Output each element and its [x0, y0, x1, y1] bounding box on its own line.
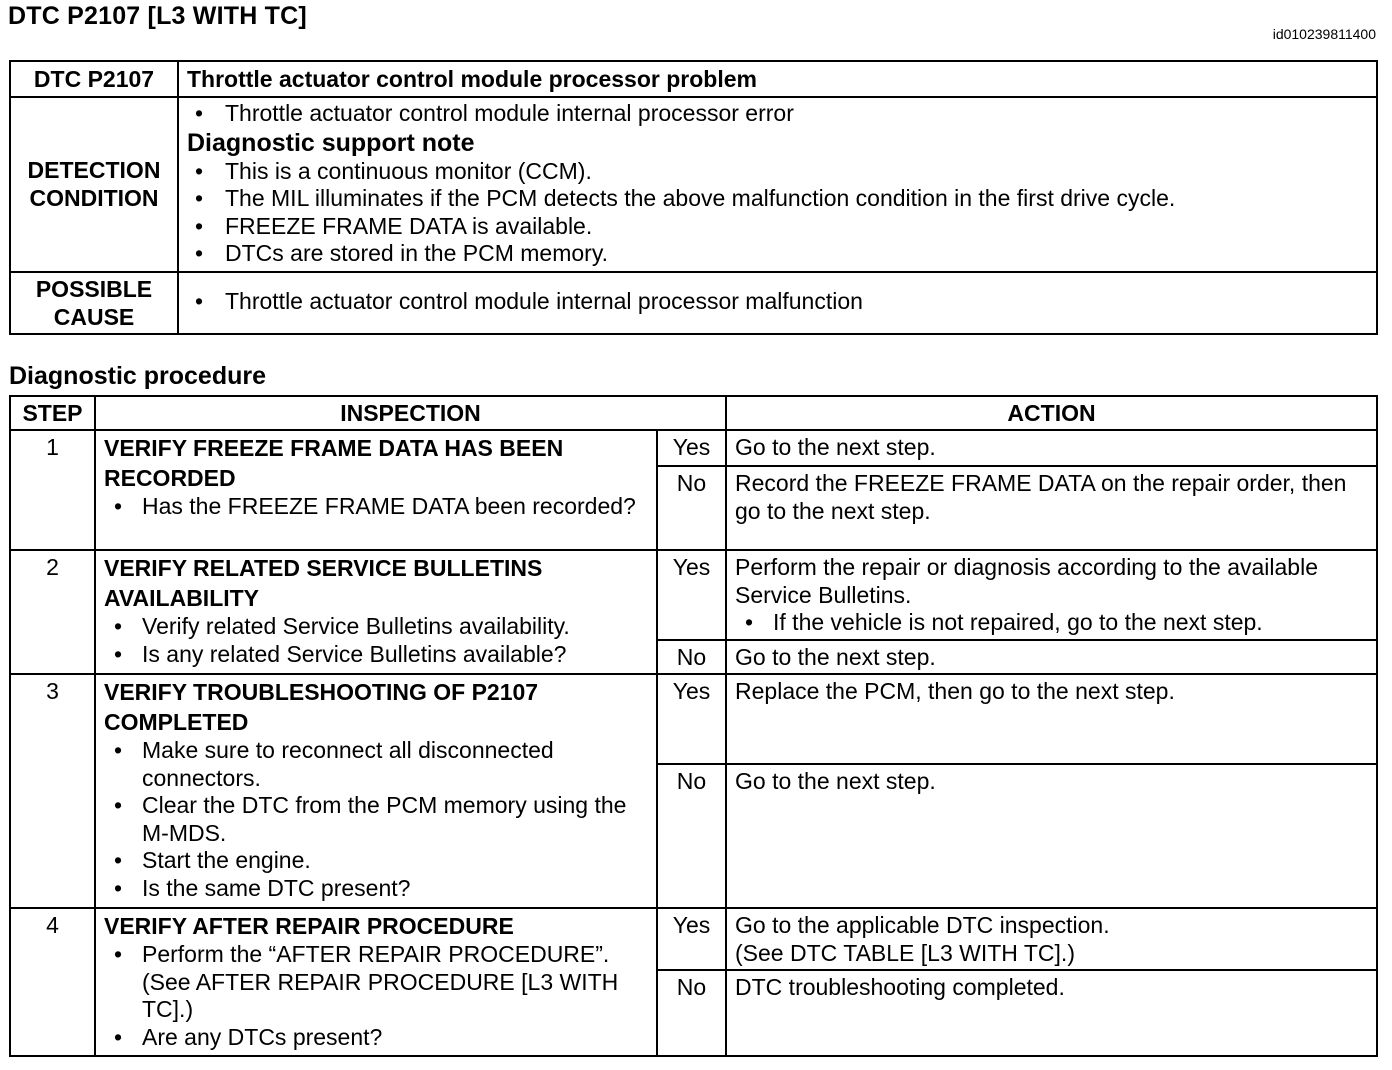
- yes-action: Replace the PCM, then go to the next step.: [726, 674, 1377, 764]
- list-item: • Verify related Service Bulletins availability.: [104, 613, 648, 641]
- yes-action: Perform the repair or diagnosis according to the available Service Bulletins. • If the vehicle is not repaired, go to the next step.: [726, 550, 1377, 640]
- yes-action: Go to the next step.: [726, 430, 1377, 466]
- cause-list: [187, 288, 1368, 316]
- support-note-list: [187, 158, 1368, 268]
- list-item: • This is a continuous monitor (CCM).: [187, 158, 1368, 186]
- page-title: DTC P2107 [L3 WITH TC]: [8, 2, 307, 30]
- inspection-list: [104, 493, 648, 521]
- table-row: [10, 430, 1377, 466]
- list-item: • Is any related Service Bulletins available?: [104, 641, 648, 669]
- no-action: Record the FREEZE FRAME DATA on the repair order, then go to the next step.: [726, 466, 1377, 550]
- list-item: • Clear the DTC from the PCM memory using the M-MDS.: [104, 792, 648, 847]
- yes-label: Yes: [657, 550, 726, 640]
- no-label: No: [657, 640, 726, 674]
- dtc-code-row: [10, 61, 1377, 97]
- list-item: • If the vehicle is not repaired, go to the next step.: [735, 609, 1368, 637]
- step-number: 1: [10, 430, 95, 550]
- inspection-list: [104, 941, 648, 1051]
- inspection-title: VERIFY AFTER REPAIR PROCEDURE: [104, 913, 514, 939]
- inspection-list: [104, 613, 648, 668]
- yes-label: Yes: [657, 908, 726, 970]
- step-inspection: [95, 908, 657, 1056]
- possible-cause-row: [10, 272, 1377, 334]
- list-item: • Start the engine.: [104, 847, 648, 875]
- detection-condition-label: DETECTION CONDITION: [10, 97, 178, 272]
- list-item: • Throttle actuator control module internal processor error: [187, 100, 1368, 128]
- list-item: • Has the FREEZE FRAME DATA been recorded?: [104, 493, 648, 521]
- table-row: [10, 908, 1377, 970]
- list-item: • Perform the “AFTER REPAIR PROCEDURE”. (See AFTER REPAIR PROCEDURE [L3 WITH TC].): [104, 941, 648, 1024]
- dtc-code-label: DTC P2107: [10, 61, 178, 97]
- dtc-code-description: Throttle actuator control module processor problem: [178, 61, 1377, 97]
- no-action: Go to the next step.: [726, 640, 1377, 674]
- header-action: ACTION: [726, 396, 1377, 430]
- table-row: [10, 550, 1377, 640]
- list-item: • DTCs are stored in the PCM memory.: [187, 240, 1368, 268]
- step-inspection: [95, 674, 657, 908]
- detection-condition-row: [10, 97, 1377, 272]
- step-inspection: [95, 430, 657, 550]
- no-label: No: [657, 466, 726, 550]
- document-id: id010239811400: [1272, 26, 1376, 42]
- dtc-summary-table: [9, 60, 1378, 335]
- yes-label: Yes: [657, 430, 726, 466]
- list-item: • Make sure to reconnect all disconnected connectors.: [104, 737, 648, 792]
- yes-action: Go to the applicable DTC inspection. (See DTC TABLE [L3 WITH TC].): [726, 908, 1377, 970]
- diagnostic-procedure-table: [9, 395, 1378, 1057]
- no-action: Go to the next step.: [726, 764, 1377, 908]
- list-item: • Throttle actuator control module internal processor malfunction: [187, 288, 1368, 316]
- step-number: 4: [10, 908, 95, 1056]
- support-note-title: Diagnostic support note: [187, 128, 475, 157]
- action-list: [735, 609, 1368, 637]
- yes-label: Yes: [657, 674, 726, 764]
- table-row: [10, 674, 1377, 764]
- list-item: • The MIL illuminates if the PCM detects the above malfunction condition in the first drive cycle.: [187, 185, 1368, 213]
- header-inspection: INSPECTION: [95, 396, 726, 430]
- list-item: • Is the same DTC present?: [104, 875, 648, 903]
- list-item: • FREEZE FRAME DATA is available.: [187, 213, 1368, 241]
- no-action: DTC troubleshooting completed.: [726, 970, 1377, 1056]
- step-inspection: [95, 550, 657, 674]
- list-item: • Are any DTCs present?: [104, 1024, 648, 1052]
- possible-cause-label: POSSIBLE CAUSE: [10, 272, 178, 334]
- table-header-row: [10, 396, 1377, 430]
- inspection-title: VERIFY FREEZE FRAME DATA HAS BEEN RECORDED: [104, 435, 564, 491]
- step-number: 3: [10, 674, 95, 908]
- header-step: STEP: [10, 396, 95, 430]
- no-label: No: [657, 970, 726, 1056]
- step-number: 2: [10, 550, 95, 674]
- section-title: Diagnostic procedure: [9, 362, 266, 390]
- inspection-list: [104, 737, 648, 902]
- detection-condition-content: [178, 97, 1377, 272]
- inspection-title: VERIFY TROUBLESHOOTING OF P2107 COMPLETED: [104, 679, 539, 735]
- inspection-title: VERIFY RELATED SERVICE BULLETINS AVAILABILITY: [104, 555, 543, 611]
- no-label: No: [657, 764, 726, 908]
- possible-cause-content: [178, 272, 1377, 334]
- detection-list: [187, 100, 1368, 128]
